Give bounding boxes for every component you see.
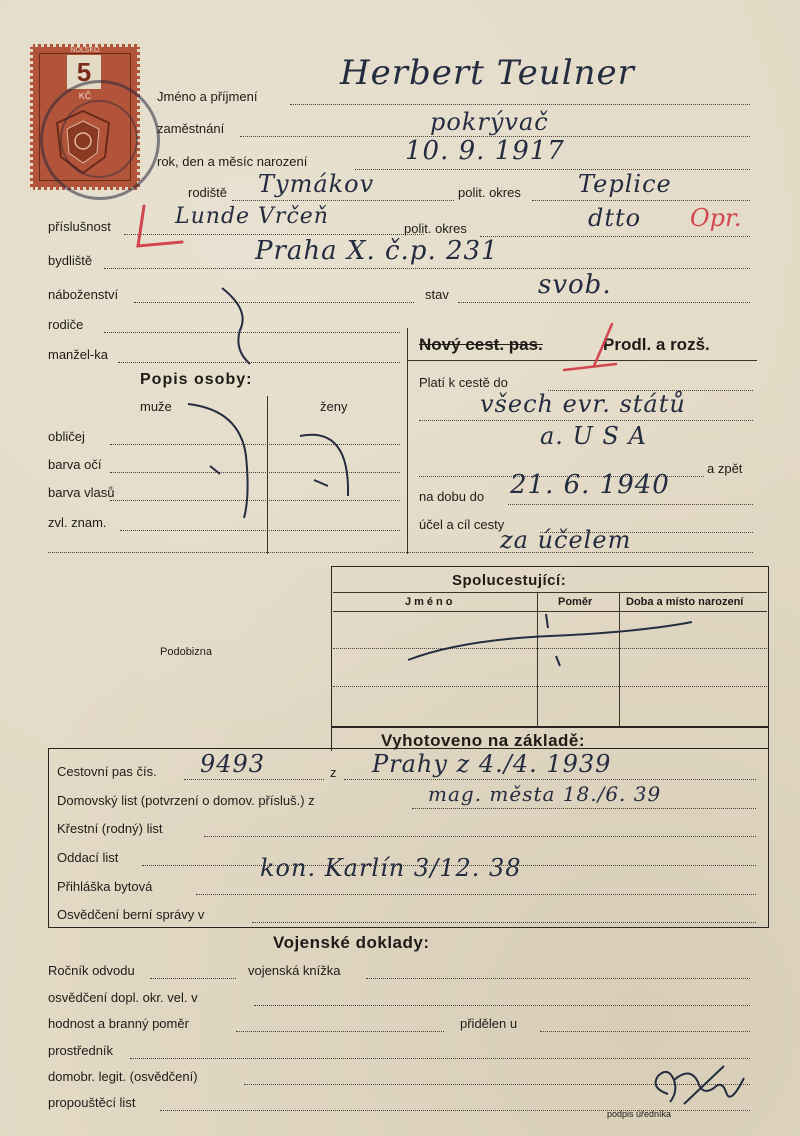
residence-label: bydliště (48, 253, 93, 268)
supplement-label: osvědčení dopl. okr. vel. v (48, 990, 198, 1005)
homeland-value: mag. města 18./6. 39 (428, 782, 662, 806)
eye-color-label: barva očí (48, 457, 102, 472)
stamp-value: 5 (67, 55, 101, 89)
valid-value-2: a. U S A (540, 422, 647, 450)
discharge-label: propouštěcí list (48, 1095, 136, 1110)
citizenship-district-label: polit. okres (404, 221, 467, 236)
registration-label: Přihláška bytová (57, 879, 153, 894)
name-value: Herbert Teulner (340, 53, 635, 93)
military-book-label: vojenská knížka (248, 963, 341, 978)
birthplace-label: rodiště (188, 185, 228, 200)
stamp-currency: KČ (78, 91, 92, 101)
marital-label: stav (425, 287, 449, 302)
col-relation-header: Poměr (558, 596, 593, 608)
citizenship-value: Lunde Vrčeň (175, 204, 329, 229)
occupation-label: zaměstnání (157, 121, 225, 136)
military-title: Vojenské doklady: (273, 933, 430, 952)
registration-value: kon. Karlín 3/12. 38 (260, 854, 522, 882)
passport-from-value: Prahy z 4./4. 1939 (372, 750, 612, 778)
basis-title: Vyhotoveno na základě: (381, 731, 586, 750)
citizenship-correction: Opr. (690, 204, 742, 232)
male-header: muže (140, 399, 172, 414)
assigned-label: přidělen u (460, 1016, 518, 1031)
red-check-mark (130, 200, 190, 260)
new-passport-heading: Nový cest. pas. (419, 335, 543, 354)
baptism-label: Křestní (rodný) list (57, 821, 163, 836)
photo-label: Podobizna (160, 646, 212, 658)
red-slash-mark (560, 318, 620, 374)
birthdate-value: 10. 9. 1917 (405, 136, 565, 166)
back-label: a zpět (707, 461, 743, 476)
period-label: na dobu do (419, 489, 485, 504)
description-title: Popis osoby: (140, 371, 253, 388)
religion-label: náboženství (48, 287, 119, 302)
marital-value: svob. (538, 270, 612, 300)
passport-number-label: Cestovní pas čís. (57, 764, 157, 779)
residence-value: Praha X. č.p. 231 (255, 236, 499, 266)
purpose-value: za účelem (500, 526, 632, 554)
purpose-label: účel a cíl cesty (419, 517, 505, 532)
spouse-label: manžel-ka (48, 347, 108, 362)
homeland-label: Domovský list (potvrzení o domov. přísluš.) z (57, 793, 315, 808)
intermediary-label: prostředník (48, 1043, 114, 1058)
marriage-label: Oddací list (57, 850, 119, 865)
signature-label: podpis úředníka (607, 1109, 672, 1119)
photo-area (48, 565, 332, 749)
female-header: ženy (320, 399, 348, 414)
special-marks-label: zvl. znam. (48, 515, 107, 530)
rank-label: hodnost a branný poměr (48, 1016, 189, 1031)
extension-heading: Prodl. a rozš. (603, 335, 710, 354)
face-label: obličej (48, 429, 85, 444)
dash-strokes (180, 396, 400, 526)
postmark-inner-ring (60, 100, 138, 178)
passport-number-value: 9493 (200, 750, 266, 778)
occupation-value: pokrývač (430, 108, 549, 136)
companions-dash-stroke (400, 612, 700, 672)
citizenship-label: příslušnost (48, 219, 111, 234)
companions-title: Spolucestující: (452, 572, 567, 589)
birth-district-label: polit. okres (458, 185, 521, 200)
citizenship-district-value: dtto (588, 204, 642, 232)
passport-from-label: z (330, 765, 337, 780)
name-label: Jméno a příjmení (157, 89, 258, 104)
birthdate-label: rok, den a měsíc narození (157, 154, 308, 169)
col-name-header: Jméno (405, 596, 456, 608)
birthplace-value: Tymákov (258, 170, 375, 198)
tax-office-label: Osvědčení berní správy v (57, 907, 205, 922)
hair-color-label: barva vlasů (48, 485, 115, 500)
birth-district-value: Teplice (578, 170, 672, 198)
parents-label: rodiče (48, 317, 84, 332)
legitimation-label: domobr. legit. (osvědčení) (48, 1069, 198, 1084)
valid-label: Platí k cestě do (419, 375, 508, 390)
period-value: 21. 6. 1940 (510, 470, 670, 500)
valid-value-1: všech evr. států (480, 390, 686, 418)
dash-stroke (210, 280, 280, 370)
col-birth-header: Doba a místo narození (626, 596, 744, 608)
stamp-country: NOLSKO (70, 47, 100, 54)
draft-year-label: Ročník odvodu (48, 963, 135, 978)
